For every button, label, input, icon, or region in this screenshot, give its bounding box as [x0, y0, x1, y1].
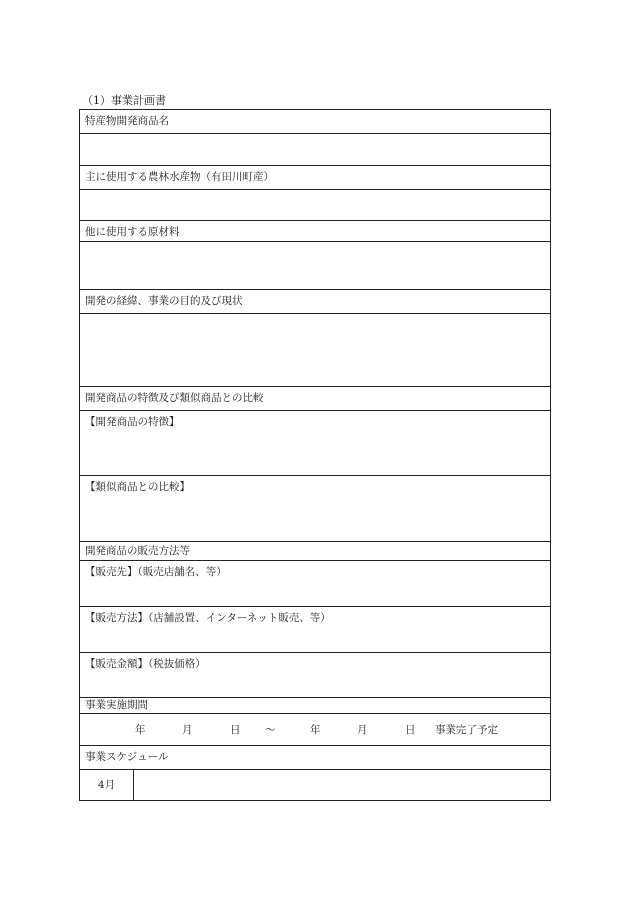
schedule-cell[interactable]	[134, 770, 550, 800]
sales-price-field[interactable]	[80, 653, 550, 698]
background-field[interactable]	[80, 314, 550, 387]
comparison-label: 【類似商品との比較】	[85, 481, 190, 493]
period-start-year: 年	[135, 723, 146, 736]
product-name-field[interactable]	[80, 134, 550, 166]
period-end-day: 日	[405, 723, 416, 736]
features-label: 【開発商品の特徴】	[85, 416, 180, 428]
background-label: 開発の経緯、事業の目的及び現状	[80, 290, 550, 314]
features-comparison-label: 開発商品の特徴及び類似商品との比較	[80, 387, 550, 411]
sales-destination-label: 【販売先】（販売店舗名、等）	[85, 566, 227, 578]
product-name-label: 特産物開発商品名	[80, 110, 550, 134]
period-start-day: 日	[230, 723, 241, 736]
main-ingredients-label: 主に使用する農林水産物（有田川町産）	[80, 166, 550, 190]
sales-method-field[interactable]	[80, 607, 550, 653]
sales-method-label: 【販売方法】（店舗設置、インターネット販売、等）	[85, 612, 331, 624]
main-ingredients-field[interactable]	[80, 190, 550, 221]
other-materials-field[interactable]	[80, 242, 550, 290]
schedule-label: 事業スケジュール	[80, 746, 550, 770]
schedule-month: 4月	[80, 770, 134, 800]
schedule-row	[80, 770, 550, 800]
features-field[interactable]	[80, 411, 550, 476]
period-completion: 事業完了予定	[435, 723, 498, 736]
period-label: 事業実施期間	[80, 698, 550, 714]
section-heading: （1）事業計画書	[82, 94, 166, 107]
period-start-month: 月	[182, 723, 193, 736]
period-end-month: 月	[357, 723, 368, 736]
period-tilde: ～	[265, 723, 276, 736]
comparison-field[interactable]	[80, 476, 550, 542]
period-end-year: 年	[310, 723, 321, 736]
business-plan-form	[79, 109, 551, 801]
sales-price-label: 【販売金額】（税抜価格）	[85, 658, 206, 670]
period-row[interactable]	[80, 714, 550, 746]
other-materials-label: 他に使用する原材料	[80, 221, 550, 242]
sales-destination-field[interactable]	[80, 561, 550, 607]
sales-methods-label: 開発商品の販売方法等	[80, 542, 550, 561]
